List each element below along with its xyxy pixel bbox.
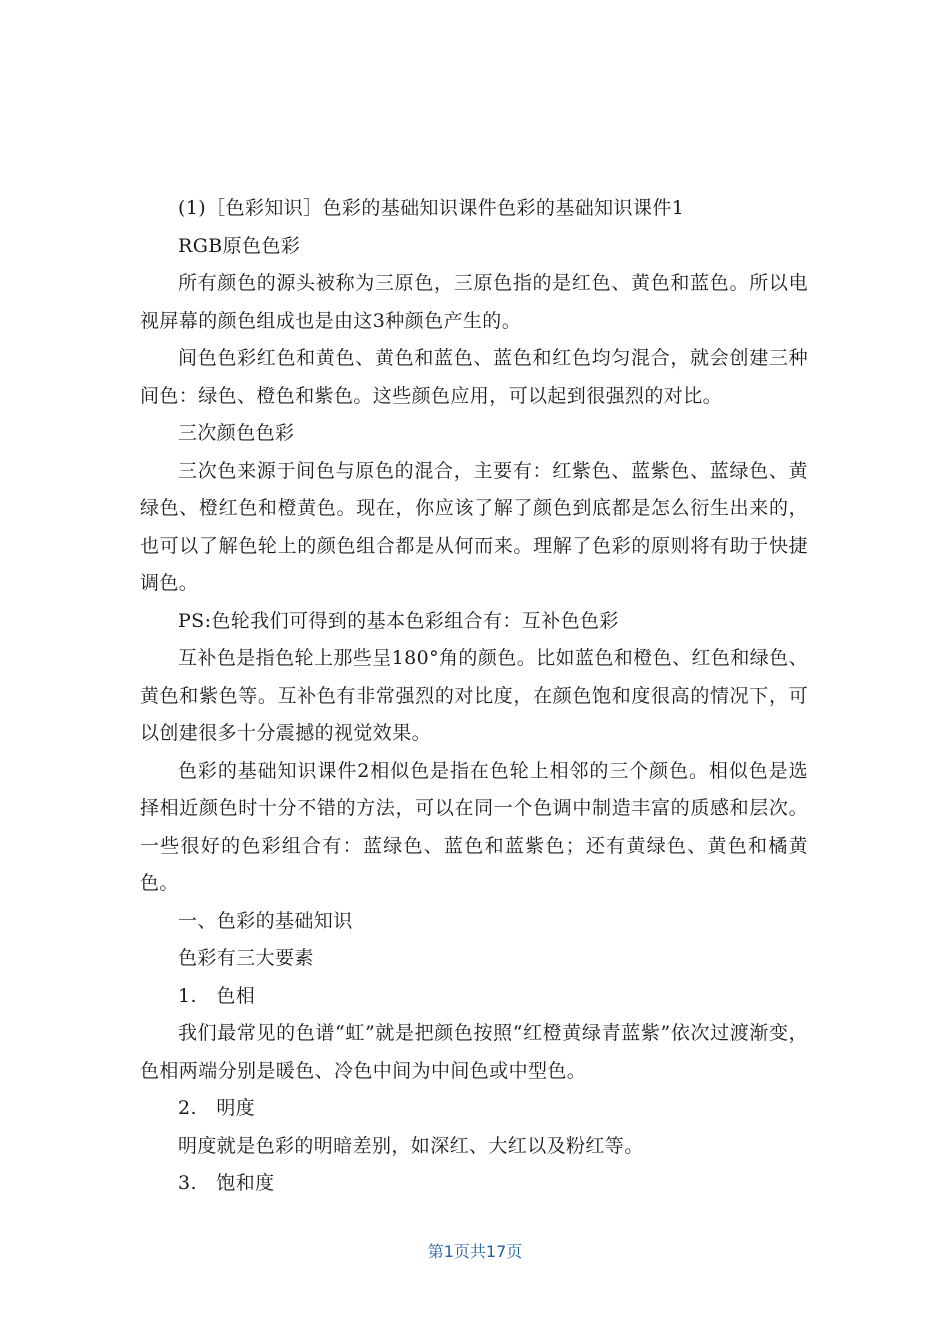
paragraph-secondary-colors: 间色色彩红色和黄色、黄色和蓝色、蓝色和红色均匀混合，就会创建三种间色：绿色、橙色和紫色。这些颜色应用，可以起到很强烈的对比。 xyxy=(140,347,808,407)
paragraph-tertiary-colors: 三次色来源于间色与原色的混合，主要有：红紫色、蓝紫色、蓝绿色、黄绿色、橙红色和橙黄色。现在，你应该了解了颜色到底都是怎么衍生出来的，也可以了解色轮上的颜色组合都是从何而来。理解了色彩的原则将有助于快捷调色。 xyxy=(140,459,808,594)
paragraph-complementary-colors: 互补色是指色轮上那些呈180°角的颜色。比如蓝色和橙色、红色和绿色、黄色和紫色等。互补色有非常强烈的对比度，在颜色饱和度很高的情况下，可以创建很多十分震撼的视觉效果。 xyxy=(140,647,808,744)
paragraph-hue: 我们最常见的色谱“虹”就是把颜色按照“红橙黄绿青蓝紫”依次过渡渐变，色相两端分别是暖色、冷色中间为中间色或中型色。 xyxy=(140,1022,808,1082)
page-number: 第1页共17页 xyxy=(427,1242,523,1261)
document-body xyxy=(140,190,808,1203)
paragraph-analogous-colors: 色彩的基础知识课件2相似色是指在色轮上相邻的三个颜色。相似色是选择相近颜色时十分不错的方法，可以在同一个色调中制造丰富的质感和层次。一些很好的色彩组合有：蓝绿色、蓝色和蓝紫色；还有黄绿色、黄色和橘黄色。 xyxy=(140,759,808,894)
section-heading-tertiary: 三次颜色色彩 xyxy=(178,422,295,444)
title-line: (1)［色彩知识］色彩的基础知识课件色彩的基础知识课件1 xyxy=(178,197,685,219)
paragraph-primary-colors: 所有颜色的源头被称为三原色，三原色指的是红色、黄色和蓝色。所以电视屏幕的颜色组成也是由这3种颜色产生的。 xyxy=(140,272,808,332)
list-item-hue: 1. 色相 xyxy=(178,984,256,1007)
paragraph-brightness: 明度就是色彩的明暗差别，如深红、大红以及粉红等。 xyxy=(178,1134,644,1157)
list-item-brightness: 2. 明度 xyxy=(178,1097,256,1119)
list-item-saturation: 3. 饱和度 xyxy=(178,1172,275,1194)
section-heading-three-elements: 色彩有三大要素 xyxy=(178,947,314,969)
section-heading-basics: 一、色彩的基础知识 xyxy=(178,909,353,932)
section-heading-complementary: PS:色轮我们可得到的基本色彩组合有：互补色色彩 xyxy=(178,609,619,632)
section-heading-rgb: RGB原色色彩 xyxy=(178,234,301,257)
